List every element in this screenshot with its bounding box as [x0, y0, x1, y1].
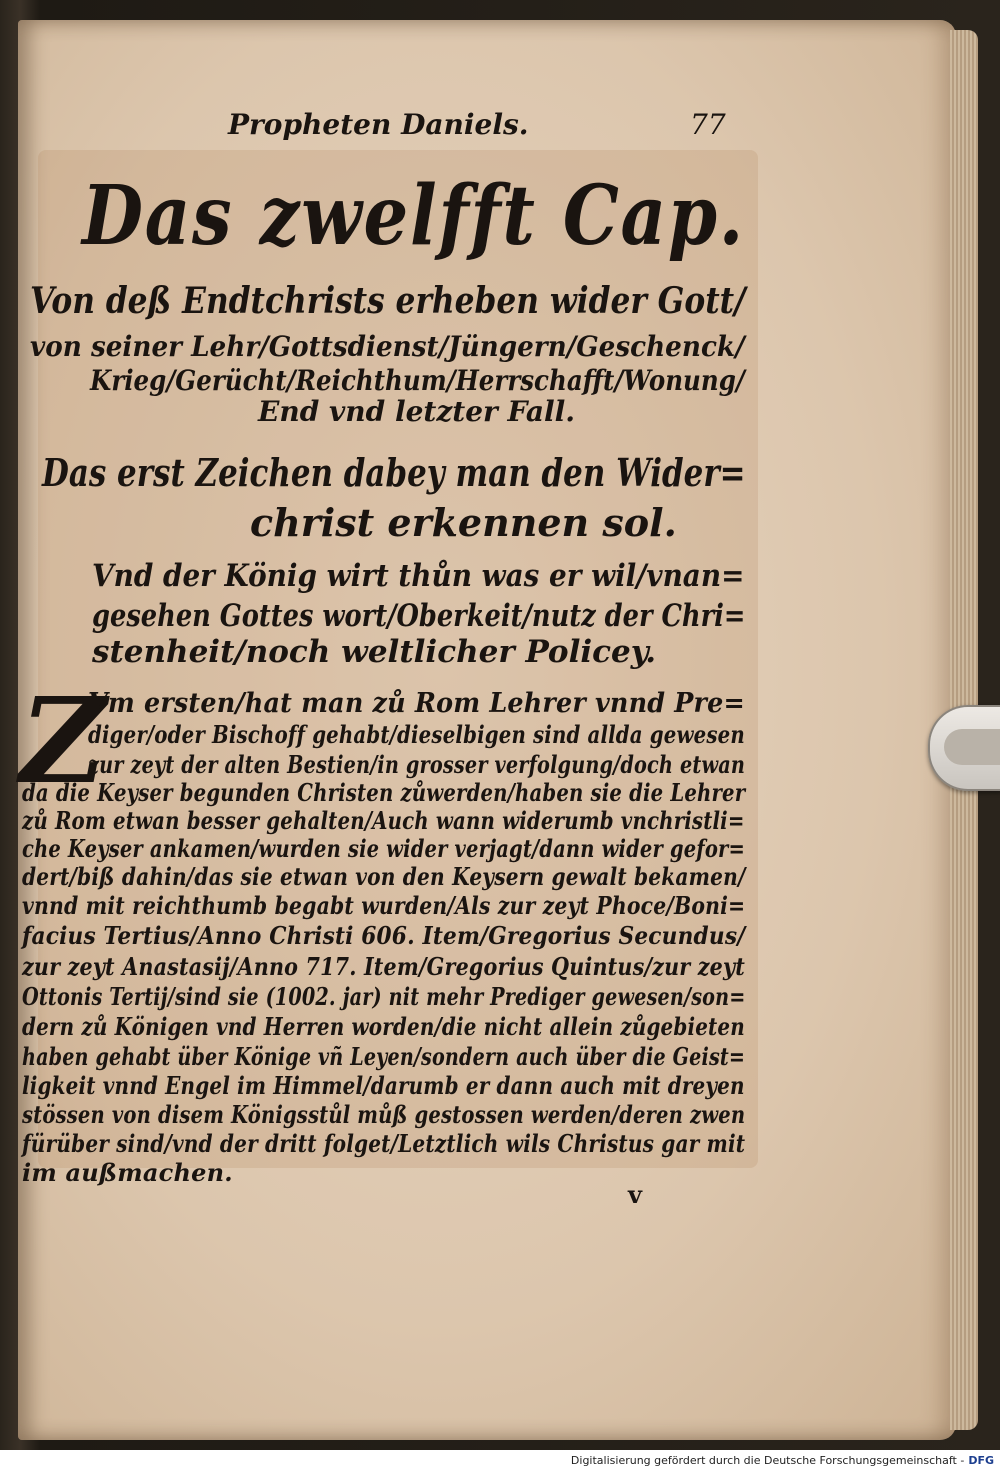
body-line: che Keyser ankamen/wurden sie wider verjagt/dann wider gefor=: [22, 834, 745, 863]
summary-line-3: Krieg/Gerücht/Reichthum/Herrschafft/Wonung/: [90, 364, 745, 397]
catchword: v: [628, 1180, 642, 1209]
page-number: 77: [690, 108, 726, 141]
body-line: stössen von disem Königsstůl můß gestossen werden/deren zwen: [22, 1100, 746, 1129]
summary-line-1: Von deß Endtchrists erheben wider Gott/: [30, 280, 746, 322]
body-line: da die Keyser begunden Christen zůwerden/haben sie die Lehrer: [22, 778, 746, 807]
footer-credit-text: Digitalisierung gefördert durch die Deutsche Forschungsgemeinschaft -: [570, 1454, 965, 1467]
body-line: vnnd mit reichthumb begabt wurden/Als zur zeyt Phoce/Boni=: [22, 891, 746, 920]
body-line: dern zů Königen vnd Herren worden/die nicht allein zůgebieten: [22, 1012, 745, 1041]
body-line: haben gehabt über Könige vñ Leyen/sondern auch über die Geist=: [22, 1042, 746, 1071]
summary-line-2: von seiner Lehr/Gottsdienst/Jüngern/Geschenck/: [30, 330, 745, 363]
body-line: diger/oder Bischoff gehabt/dieselbigen sind allda gewesen: [88, 720, 745, 749]
verse-line-1: Vnd der König wirt thůn was er wil/vnan=: [92, 558, 745, 594]
body-line: zur zeyt der alten Bestien/in grosser verfolgung/doch etwan: [88, 750, 746, 779]
initial-letter: Z: [20, 671, 107, 810]
body-line: im außmachen.: [22, 1158, 233, 1187]
dfg-logo: DFG: [968, 1454, 994, 1467]
body-line: zů Rom etwan besser gehalten/Auch wann widerumb vnchristli=: [22, 806, 745, 835]
summary-line-4: End vnd letzter Fall.: [258, 395, 576, 428]
verse-line-3: stenheit/noch weltlicher Policey.: [92, 634, 657, 670]
body-line: fürüber sind/vnd der dritt folget/Letztlich wils Christus gar mit: [22, 1129, 746, 1158]
chapter-title: Das zwelfft Cap.: [82, 168, 745, 264]
body-line: Ottonis Tertij/sind sie (1002. jar) nit mehr Prediger gewesen/son=: [22, 982, 746, 1011]
body-line: dert/biß dahin/das sie etwan von den Keysern gewalt bekamen/: [22, 862, 746, 891]
section-heading-line-1: Das erst Zeichen dabey man den Wider=: [42, 450, 746, 495]
verse-line-2: gesehen Gottes wort/Oberkeit/nutz der Chri=: [92, 598, 746, 634]
section-heading-line-2: christ erkennen sol.: [250, 500, 677, 545]
body-line: zur zeyt Anastasij/Anno 717. Item/Gregorius Quintus/zur zeyt: [22, 952, 745, 981]
body-line: Vm ersten/hat man zů Rom Lehrer vnnd Pre=: [88, 688, 745, 719]
running-head: Propheten Daniels.: [228, 108, 529, 141]
footer-credit: [0, 1450, 1000, 1471]
body-line: ligkeit vnnd Engel im Himmel/darumb er dann auch mit dreyen: [22, 1071, 745, 1100]
body-line: facius Tertius/Anno Christi 606. Item/Gregorius Secundus/: [22, 921, 746, 950]
